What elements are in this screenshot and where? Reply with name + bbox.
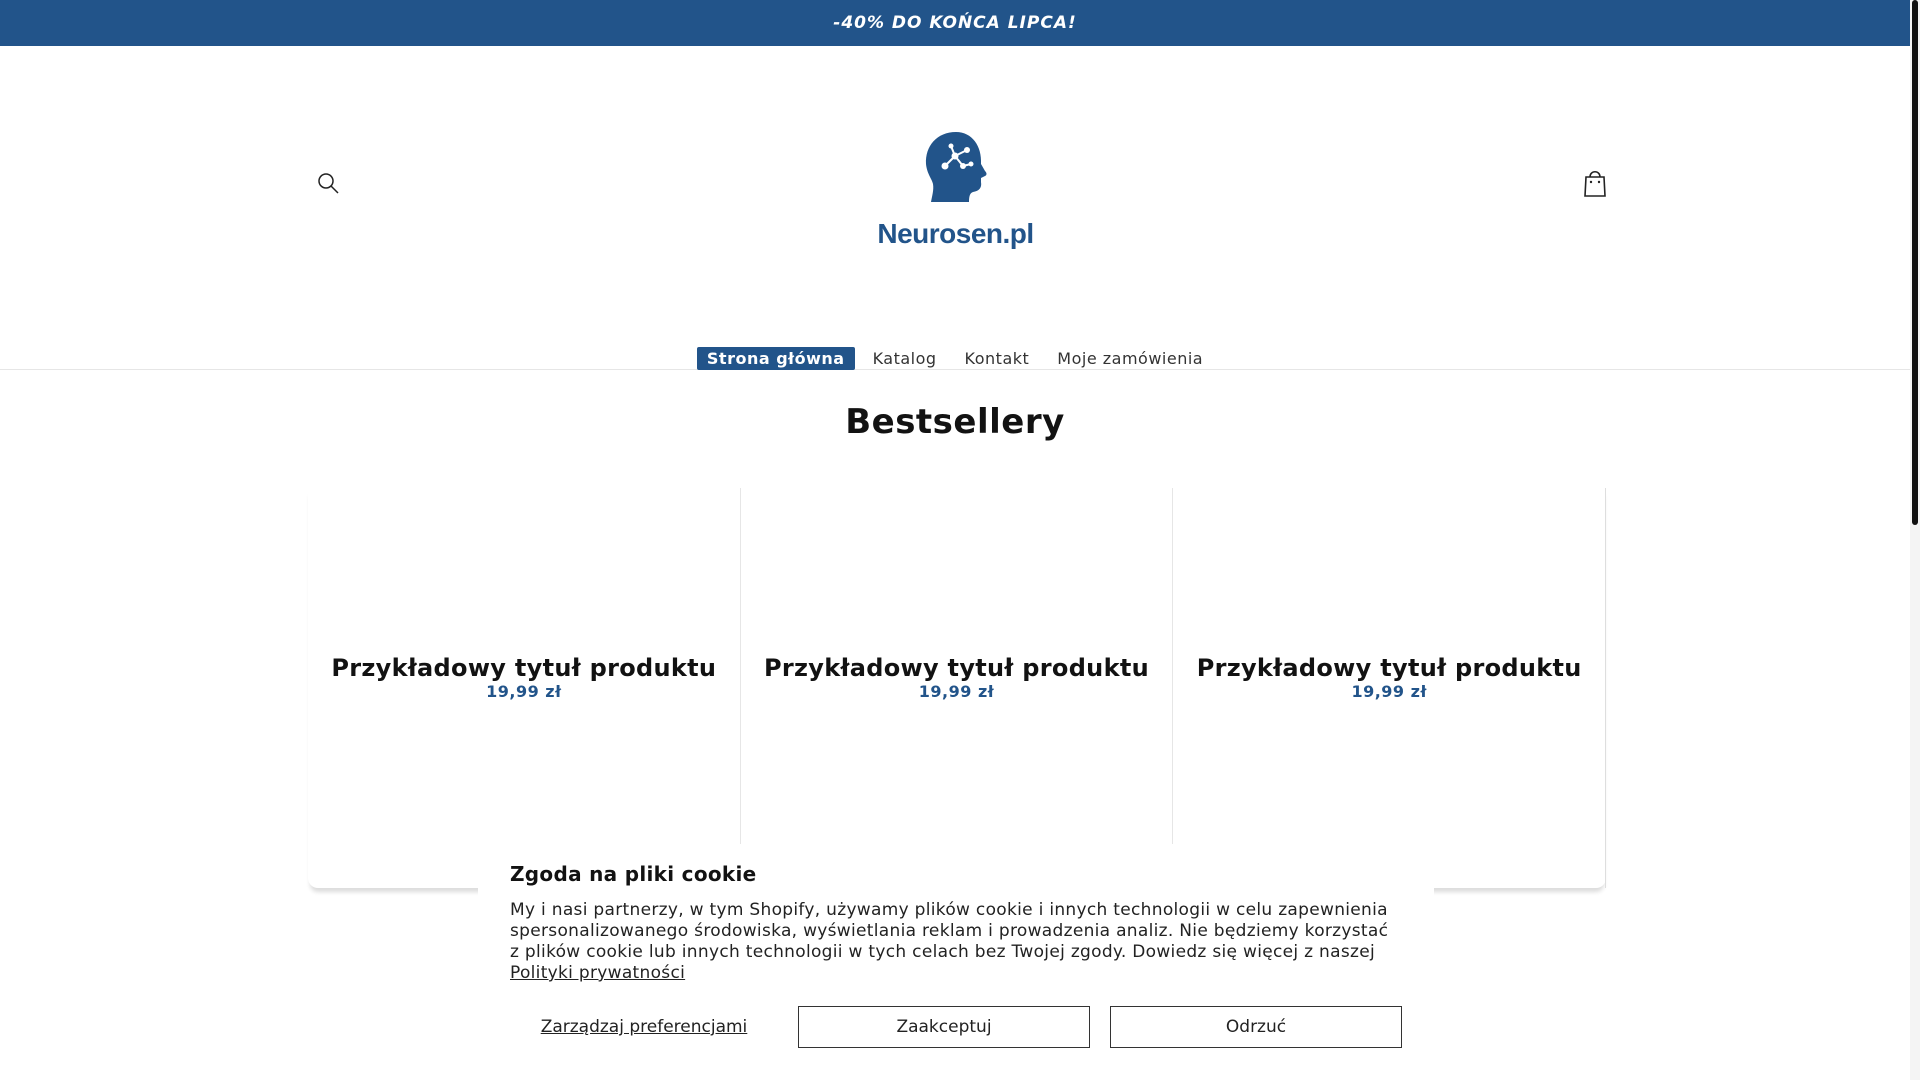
announcement-text: -40% DO KOŃCA LIPCA! <box>833 13 1077 33</box>
site-header <box>0 46 1910 370</box>
site-logo[interactable] <box>878 124 1033 264</box>
product-title[interactable]: Przykładowy tytuł produktu <box>331 654 717 682</box>
nav-item-home[interactable]: Strona główna <box>697 347 855 370</box>
product-title[interactable]: Przykładowy tytuł produktu <box>764 654 1149 682</box>
product-grid <box>308 488 1606 888</box>
cookie-actions <box>510 1006 1402 1048</box>
privacy-policy-link[interactable]: Polityki prywatności <box>510 963 686 983</box>
product-card[interactable] <box>308 488 741 888</box>
cookie-text <box>510 900 1402 984</box>
section-title: Bestsellery <box>845 402 1065 442</box>
brain-head-icon <box>911 124 1001 214</box>
product-price: 19,99 zł <box>1351 682 1427 701</box>
product-card[interactable] <box>1173 488 1606 888</box>
nav-item-contact[interactable]: Kontakt <box>964 349 1030 368</box>
logo-text: Neurosen.pl <box>877 218 1034 249</box>
page-scrollbar[interactable] <box>1910 0 1920 1080</box>
search-icon[interactable] <box>314 169 344 199</box>
product-card[interactable] <box>741 488 1174 888</box>
main-nav <box>0 347 1910 370</box>
manage-preferences-link[interactable]: Zarządzaj preferencjami <box>540 1017 748 1037</box>
decline-button[interactable]: Odrzuć <box>1110 1006 1402 1048</box>
accept-button[interactable]: Zaakceptuj <box>798 1006 1090 1048</box>
cart-icon[interactable] <box>1580 166 1610 200</box>
product-price: 19,99 zł <box>918 682 995 701</box>
scrollbar-thumb[interactable] <box>1912 0 1918 525</box>
nav-item-orders[interactable]: Moje zamówienia <box>1057 349 1204 368</box>
announcement-bar <box>0 0 1910 46</box>
nav-item-catalog[interactable]: Katalog <box>872 349 937 368</box>
cookie-banner <box>478 844 1434 1080</box>
cookie-body: My i nasi partnerzy, w tym Shopify, używamy plików cookie i innych technologii w celu zapewnienia spersonalizowanego środowiska, wyświetlania reklam i prowadzenia analiz. Nie będziemy korzystać z plików cookie lub innych technologii w tych celach bez Twojej zgody. Dowiedz się więcej z naszej <box>510 900 1389 962</box>
cookie-title: Zgoda na pliki cookie <box>510 862 757 886</box>
product-price: 19,99 zł <box>486 682 562 701</box>
product-title[interactable]: Przykładowy tytuł produktu <box>1196 654 1582 682</box>
